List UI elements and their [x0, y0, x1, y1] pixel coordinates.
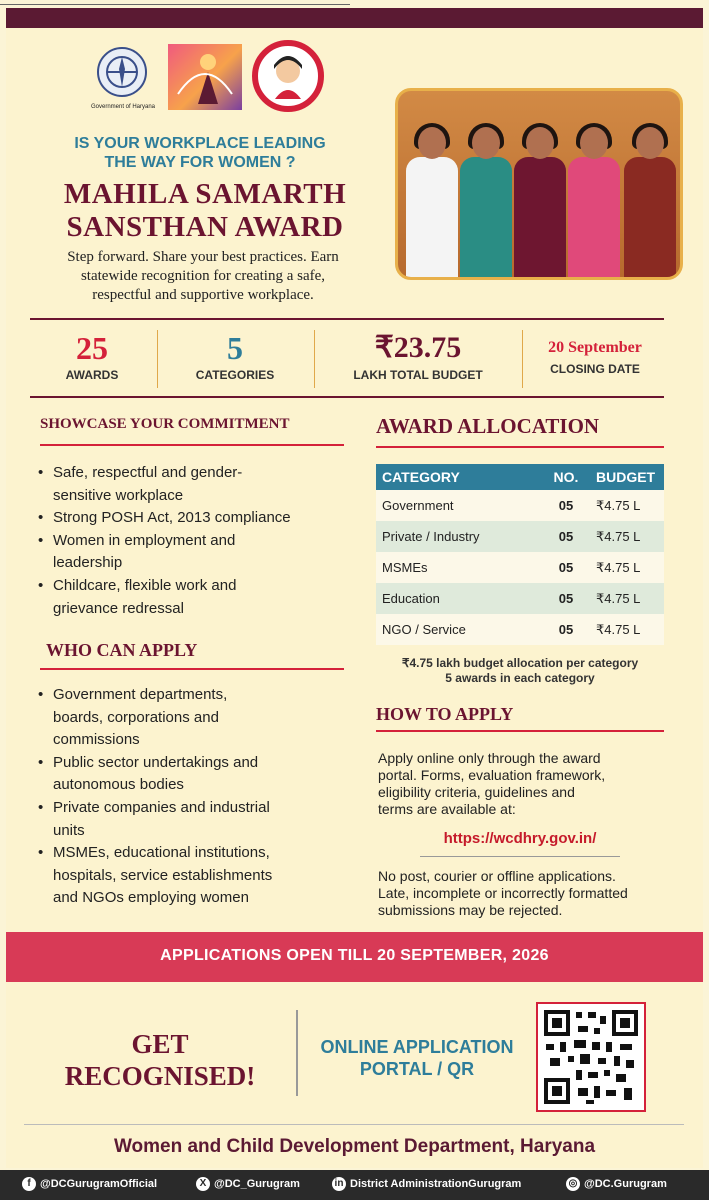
table-row [376, 552, 664, 583]
woman-figure [514, 127, 566, 277]
woman-figure [568, 127, 620, 277]
get-recognised-text: GET RECOGNISED! [64, 1029, 256, 1091]
award-title: MAHILA SAMARTH SANSTHAN AWARD [63, 178, 347, 243]
qr-code-icon [538, 1004, 644, 1110]
top-border [0, 0, 350, 5]
heading-underline [40, 668, 344, 670]
list-item: • Government departments, boards, corporations and commissions [36, 684, 336, 752]
department-name: Women and Child Development Department, Haryana [113, 1136, 596, 1157]
linkedin-icon: in [332, 1177, 346, 1191]
stats-bar [30, 318, 664, 398]
linkedin-link[interactable] [332, 1177, 521, 1191]
seal-caption: Government of Haryana [90, 104, 156, 110]
footer-divider [24, 1124, 684, 1125]
commitment-list [36, 462, 336, 620]
deadline-banner-text: APPLICATIONS OPEN TILL 20 SEPTEMBER, 2026 [160, 947, 549, 964]
cta-divider [296, 1010, 298, 1096]
column-header: CATEGORY [376, 464, 542, 490]
stat-closing-date: 20 September CLOSING DATE [548, 339, 642, 376]
x-link[interactable] [196, 1177, 300, 1191]
how-to-apply-heading: HOW TO APPLY [376, 704, 514, 724]
table-cell: NGO / Service [376, 614, 542, 645]
portal-link[interactable]: https://wcdhry.gov.in/ [443, 830, 597, 847]
table-cell: 05 [542, 614, 590, 645]
who-can-apply-heading: WHO CAN APPLY [46, 640, 198, 660]
haryana-seal-logo [96, 42, 148, 102]
table-cell: ₹4.75 L [590, 614, 664, 645]
social-handle: @DC.Gurugram [584, 1178, 667, 1190]
girl-child-logo [252, 40, 324, 112]
table-row [376, 521, 664, 552]
table-cell: Education [376, 583, 542, 614]
qr-code[interactable] [536, 1002, 646, 1112]
instagram-link[interactable] [566, 1177, 667, 1191]
allocation-heading: AWARD ALLOCATION [376, 414, 600, 438]
table-cell: 05 [542, 552, 590, 583]
table-cell: ₹4.75 L [590, 521, 664, 552]
allocation-note: ₹4.75 lakh budget allocation per category 5 awards in each category [401, 656, 639, 685]
lead-text: Step forward. Share your best practices. Earn statewide recognition for creating a safe, respectful and supportive workplace. [67, 249, 339, 303]
facebook-icon: f [22, 1177, 36, 1191]
social-handle: @DC_Gurugram [214, 1178, 300, 1190]
instagram-icon: ◎ [566, 1177, 580, 1191]
woman-figure [624, 127, 676, 277]
tagline: IS YOUR WORKPLACE LEADING THE WAY FOR WOMEN ? [74, 135, 326, 171]
list-item: • Private companies and industrial units [36, 797, 336, 842]
list-item: • Women in employment and leadership [36, 530, 336, 575]
how-to-apply-text: Apply online only through the award portal. Forms, evaluation framework, eligibility criteria, guidelines and terms are available at: [378, 750, 606, 817]
social-handle: District AdministrationGurugram [350, 1178, 522, 1190]
stat-awards: 25 AWARDS [65, 330, 119, 382]
top-bar [6, 8, 703, 28]
list-item: • Public sector undertakings and autonomous bodies [36, 752, 336, 797]
table-cell: Government [376, 490, 542, 521]
stat-divider [157, 330, 158, 388]
stat-budget: ₹23.75 LAKH TOTAL BUDGET [353, 331, 483, 382]
table-cell: ₹4.75 L [590, 552, 664, 583]
list-item: • Childcare, flexible work and grievance redressal [36, 575, 336, 620]
allocation-table [376, 464, 664, 645]
table-row [376, 614, 664, 645]
link-underline [420, 856, 620, 857]
women-professionals-photo [395, 88, 683, 280]
heading-underline [376, 446, 664, 448]
heading-underline [376, 730, 664, 732]
eligibility-list [36, 684, 336, 910]
x-icon: X [196, 1177, 210, 1191]
submission-warning: No post, courier or offline applications. Late, incomplete or incorrectly formatted submissions may be rejected. [378, 868, 628, 918]
column-header: NO. [542, 464, 590, 490]
woman-figure [460, 127, 512, 277]
table-cell: ₹4.75 L [590, 583, 664, 614]
table-cell: 05 [542, 490, 590, 521]
table-header-row [376, 464, 664, 490]
table-row [376, 583, 664, 614]
column-header: BUDGET [590, 464, 664, 490]
social-handle: @DCGurugramOfficial [40, 1178, 158, 1190]
table-cell: MSMEs [376, 552, 542, 583]
woman-figure [406, 127, 458, 277]
campaign-art-logo [168, 44, 242, 110]
online-portal-text: ONLINE APPLICATION PORTAL / QR [320, 1037, 514, 1079]
commitment-heading: SHOWCASE YOUR COMMITMENT [40, 416, 290, 432]
table-cell: 05 [542, 521, 590, 552]
list-item: • MSMEs, educational institutions, hospitals, service establishments and NGOs employing women [36, 842, 336, 910]
list-item: • Strong POSH Act, 2013 compliance [36, 507, 336, 530]
table-row [376, 490, 664, 521]
list-item: • Safe, respectful and gender- sensitive workplace [36, 462, 336, 507]
table-cell: 05 [542, 583, 590, 614]
facebook-link[interactable] [22, 1177, 157, 1191]
stat-divider [522, 330, 523, 388]
stat-divider [314, 330, 315, 388]
heading-underline [40, 444, 344, 446]
stat-categories: 5 CATEGORIES [195, 330, 275, 382]
table-cell: ₹4.75 L [590, 490, 664, 521]
table-cell: Private / Industry [376, 521, 542, 552]
